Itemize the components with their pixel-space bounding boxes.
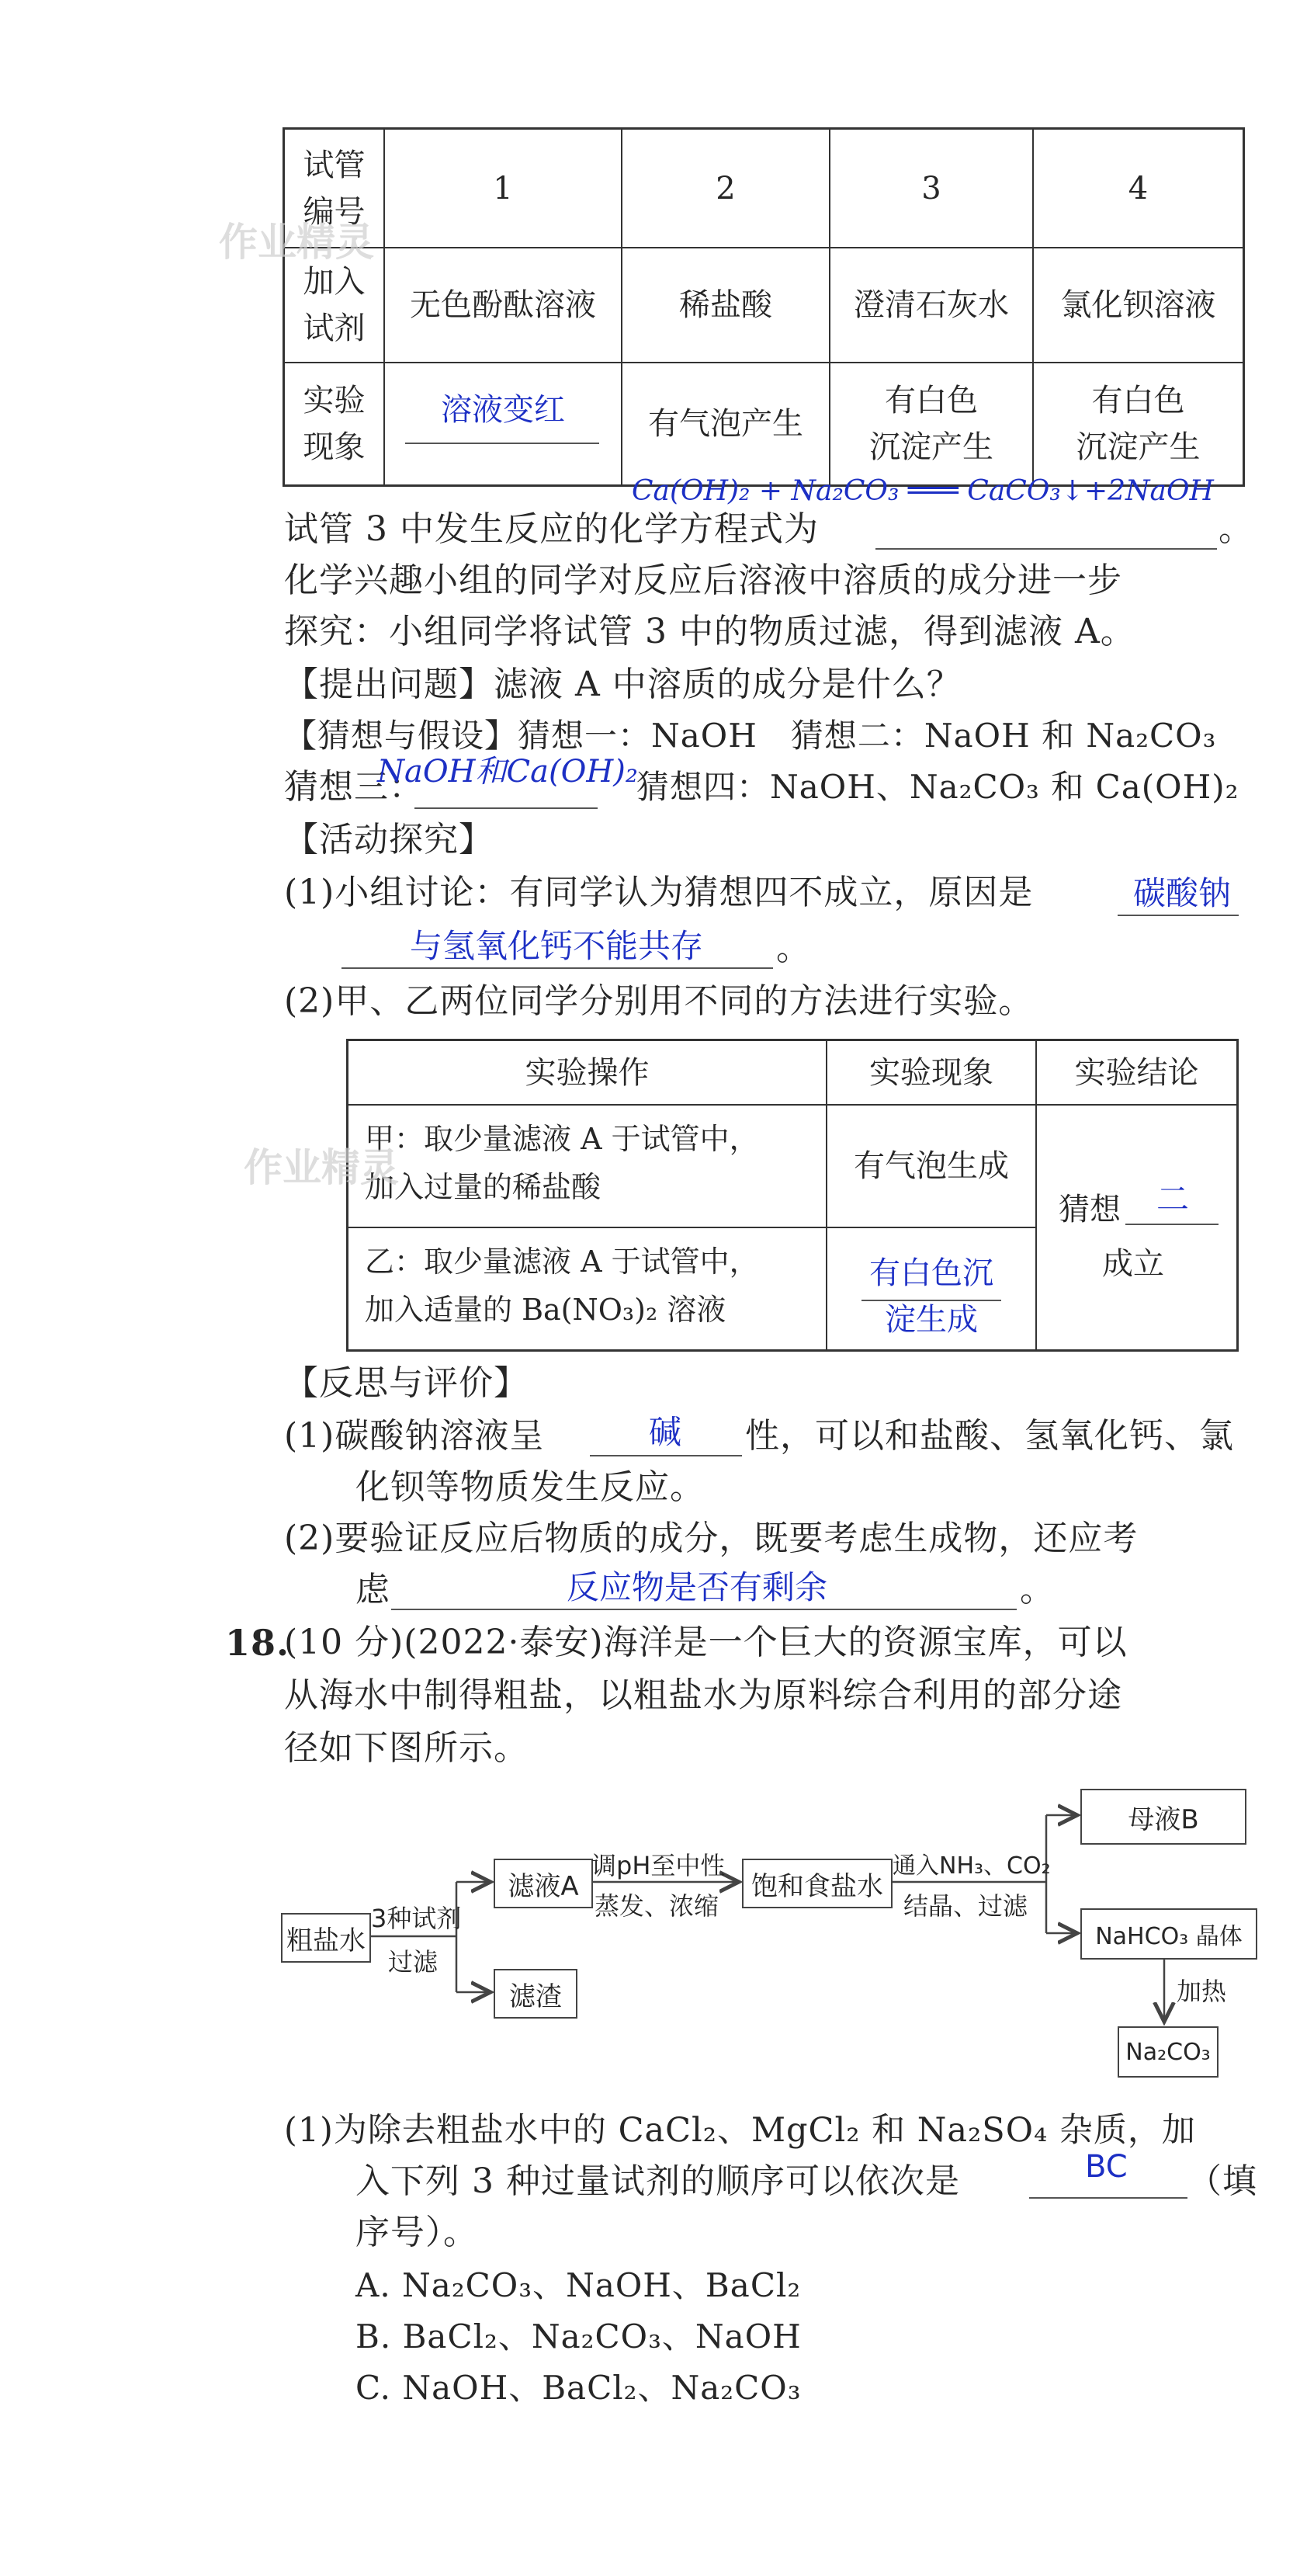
- answer-blank: [405, 443, 599, 444]
- flow-box-crude: 粗盐水: [281, 1913, 371, 1963]
- flow-box-residue: 滤渣: [494, 1969, 577, 2019]
- text-line-1-end: 。: [1219, 509, 1253, 549]
- table1-reagent-1: 无色酚酞溶液: [410, 287, 596, 323]
- q18-1-answer: BC: [1085, 2149, 1128, 2185]
- table1-phen-1-answer: 溶液变红: [441, 392, 565, 428]
- reflect-title: 【反思与评价】: [284, 1363, 529, 1403]
- text-line-6b: 猜想四：NaOH、Na₂CO₃ 和 Ca(OH)₂: [636, 768, 1239, 806]
- table1-reagent-4: 氯化钡溶液: [1060, 287, 1216, 323]
- table2-ph2-answer-bottom: 淀生成: [885, 1302, 978, 1338]
- table1-phen-3: [830, 363, 1032, 484]
- text-line-7: 【活动探究】: [284, 820, 494, 859]
- text-line-10: (2)甲、乙两位同学分别用不同的方法进行实验。: [284, 981, 1034, 1021]
- table1-phen-3-bottom: 沉淀产生: [869, 429, 993, 465]
- table1-border: [1243, 127, 1245, 487]
- table1-row-reagent-bottom: 试剂: [303, 311, 366, 346]
- table2-op2-bottom: 加入适量的 Ba(NO₃)₂ 溶液: [365, 1293, 726, 1327]
- reflect-1a: (1)碳酸钠溶液呈: [284, 1416, 545, 1456]
- text-line-9-end: 。: [776, 929, 811, 968]
- reflect-2-answer: 反应物是否有剩余: [567, 1568, 828, 1606]
- reflect-2a: (2)要验证反应后物质的成分，既要考虑生成物，还应考: [284, 1519, 1139, 1558]
- watermark: 作业精灵: [219, 220, 374, 265]
- table2-header-phenomenon: 实验现象: [869, 1054, 993, 1091]
- table1-row-phen-top: 实验: [303, 383, 366, 418]
- reflect-2b: 虑: [355, 1570, 390, 1609]
- table1-phen-4-top: 有白色: [1091, 383, 1185, 418]
- text-line-4: 【提出问题】滤液 A 中溶质的成分是什么？: [284, 665, 962, 704]
- answer-blank: [1118, 915, 1239, 916]
- answer-blank: [861, 1300, 1001, 1301]
- table1-border: [283, 127, 1245, 130]
- option-b: B. BaCl₂、Na₂CO₃、NaOH: [355, 2317, 802, 2356]
- table1-header-2: 2: [716, 171, 736, 207]
- flow-heat: 加热: [1177, 1977, 1227, 2006]
- text-line-2: 化学兴趣小组的同学对反应后溶液中溶质的成分进一步: [284, 561, 1122, 600]
- answer-blank: [391, 1609, 1017, 1610]
- table2-op1-bottom: 加入过量的稀盐酸: [365, 1170, 601, 1204]
- table2-border: [1236, 1039, 1239, 1352]
- table2-header-operation: 实验操作: [525, 1054, 650, 1091]
- table1-phen-4-bottom: 沉淀产生: [1076, 429, 1201, 465]
- reason-answer-1: 碳酸钠: [1133, 874, 1232, 912]
- table1-reagent-2: 稀盐酸: [679, 287, 772, 323]
- flow-box-saturated: 饱和食盐水: [742, 1859, 893, 1908]
- table1-row-reagent-top: 加入: [303, 264, 366, 300]
- text-line-8: (1)小组讨论：有同学认为猜想四不成立，原因是: [284, 873, 1034, 912]
- table1-phen-2: 有气泡产生: [648, 406, 803, 442]
- table2-ph1: 有气泡生成: [854, 1148, 1009, 1184]
- q18-1-line-2a: 入下列 3 种过量试剂的顺序可以依次是: [355, 2161, 960, 2201]
- text-line-6a: 猜想三：: [284, 767, 424, 807]
- table1-phen-4: [1034, 363, 1243, 484]
- table2-op2: [365, 1238, 759, 1334]
- q18-1-line-1: (1)为除去粗盐水中的 CaCl₂、MgCl₂ 和 Na₂SO₄ 杂质，加: [284, 2111, 1196, 2150]
- equation-answer: Ca(OH)₂ + Na₂CO₃ ═══ CaCO₃↓+2NaOH: [632, 475, 1214, 507]
- watermark: 作业精灵: [244, 1145, 399, 1190]
- text-line-5: 【猜想与假设】猜想一：NaOH 猜想二：NaOH 和 Na₂CO₃: [284, 717, 1217, 755]
- option-c: C. NaOH、BaCl₂、Na₂CO₃: [355, 2369, 802, 2407]
- option-a: A. Na₂CO₃、NaOH、BaCl₂: [355, 2266, 802, 2304]
- flow-step3-top: 通入NH₃、CO₂: [893, 1852, 1051, 1880]
- q18-1-line-3: 序号）。: [355, 2213, 478, 2252]
- q18-1-line-2b: （填: [1187, 2161, 1257, 2201]
- flow-step2-bottom: 蒸发、浓缩: [595, 1891, 719, 1921]
- text-line-1: 试管 3 中发生反应的化学方程式为: [284, 509, 819, 549]
- reflect-2-end: 。: [1020, 1570, 1055, 1609]
- q18-line-1: (10 分)(2022·泰安)海洋是一个巨大的资源宝库，可以: [284, 1623, 1128, 1662]
- table1-header-label-bottom: 编号: [303, 194, 366, 230]
- guess3-answer: NaOH和Ca(OH)₂: [377, 754, 638, 790]
- flow-step1-bottom: 过滤: [388, 1947, 439, 1977]
- reflect-1b: 性，可以和盐酸、氢氧化钙、氯: [745, 1416, 1234, 1456]
- text-line-3: 探究：小组同学将试管 3 中的物质过滤，得到滤液 A。: [284, 612, 1135, 651]
- table2-border: [346, 1104, 1239, 1106]
- reflect-1-answer: 碱: [649, 1413, 682, 1451]
- table2-conclusion-b: 成立: [1102, 1246, 1164, 1282]
- table1-row-phen-bottom: 现象: [303, 429, 366, 465]
- table2-op1: [365, 1115, 759, 1211]
- table2-op2-top: 乙：取少量滤液 A 于试管中，: [365, 1245, 759, 1279]
- reason-answer-2: 与氢氧化钙不能共存: [410, 927, 704, 965]
- q18-line-2: 从海水中制得粗盐，以粗盐水为原料综合利用的部分途: [284, 1675, 1122, 1715]
- table2-header-conclusion: 实验结论: [1074, 1054, 1199, 1091]
- answer-blank: [414, 807, 598, 809]
- table2-ph2-answer-top: 有白色沉: [869, 1255, 993, 1291]
- table1-reagent-3: 澄清石灰水: [854, 287, 1009, 323]
- reflect-1c: 化钡等物质发生反应。: [355, 1467, 705, 1507]
- q18-line-3: 径如下图所示。: [284, 1728, 529, 1768]
- flow-box-na2co3: Na₂CO₃: [1118, 2026, 1219, 2078]
- answer-blank: [341, 967, 773, 969]
- q18-number: 18.: [225, 1622, 290, 1664]
- flow-box-mother-b: 母液B: [1080, 1789, 1246, 1845]
- flow-step3-bottom: 结晶、过滤: [903, 1891, 1028, 1921]
- table2-border: [346, 1227, 1037, 1228]
- table2-conclusion-a: 猜想: [1059, 1192, 1121, 1227]
- table1-header-1: 1: [493, 171, 513, 207]
- answer-blank: [1125, 1224, 1219, 1225]
- answer-blank: [875, 548, 1217, 550]
- flow-box-filtrate-a: 滤液A: [494, 1859, 593, 1908]
- table1-header-4: 4: [1128, 171, 1149, 207]
- answer-blank: [590, 1455, 742, 1456]
- table2-border: [346, 1349, 1239, 1352]
- table2-op1-top: 甲：取少量滤液 A 于试管中，: [365, 1122, 759, 1156]
- table2-ph2-answer: [827, 1250, 1035, 1343]
- flow-box-nahco3: NaHCO₃ 晶体: [1080, 1908, 1257, 1960]
- flow-step1-top: 3种试剂: [371, 1904, 462, 1933]
- table1-phen-3-top: 有白色: [885, 383, 978, 418]
- table1-row-phen-label: [285, 363, 383, 484]
- table1-header-label-top: 试管: [303, 148, 366, 183]
- table1-header-3: 3: [921, 171, 941, 207]
- table2-conclusion-answer: 二: [1156, 1180, 1190, 1218]
- answer-blank: [1029, 2197, 1187, 2199]
- flow-step2-top: 调pH至中性: [591, 1851, 726, 1880]
